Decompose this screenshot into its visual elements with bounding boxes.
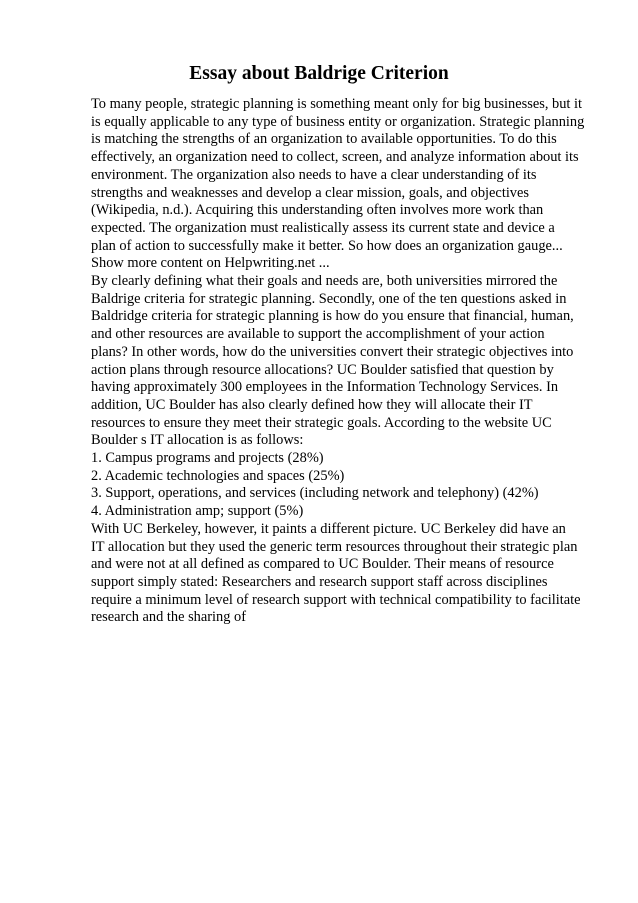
text-line: effectively, an organization need to collect, screen, and analyze information about its — [91, 149, 579, 166]
text-line: (Wikipedia, n.d.). Acquiring this understanding often involves more work than — [91, 202, 544, 219]
list-item: 1. Campus programs and projects (28%) — [91, 450, 324, 467]
list-item: 4. Administration amp; support (5%) — [91, 503, 304, 520]
text-line: and were not at all defined as compared to UC Boulder. Their means of resource — [91, 556, 554, 573]
text-line: plan of action to successfully make it better. So how does an organization gauge... — [91, 237, 563, 254]
list-item: 3. Support, operations, and services (including network and telephony) (42%) — [91, 485, 539, 502]
text-line: environment. The organization also needs to have a clear understanding of its — [91, 166, 537, 183]
text-line: To many people, strategic planning is something meant only for big businesses, but it — [91, 96, 582, 112]
text-line: and other resources are available to support the accomplishment of your action — [91, 326, 545, 343]
text-line: Baldrige criteria for strategic planning. Secondly, one of the ten questions asked in — [91, 290, 567, 307]
text-line: plans? In other words, how do the universities convert their strategic objectives into — [91, 343, 574, 360]
text-line: strengths and weaknesses and develop a clear mission, goals, and objectives — [91, 184, 529, 201]
text-line: is equally applicable to any type of business entity or organization. Strategic planning — [91, 113, 585, 130]
document-title: Essay about Baldrige Criterion — [189, 63, 449, 84]
text-line: is matching the strengths of an organization to available opportunities. To do this — [91, 131, 557, 148]
text-line: require a minimum level of research support with technical compatibility to facilitate — [91, 591, 581, 608]
text-line: Boulder s IT allocation is as follows: — [91, 432, 304, 449]
text-line: support simply stated: Researchers and research support staff across disciplines — [91, 573, 548, 590]
show-more-link[interactable]: Show more content on Helpwriting.net ... — [91, 255, 330, 272]
text-line: resources to ensure they meet their strategic goals. According to the website UC — [91, 414, 552, 431]
list-item: 2. Academic technologies and spaces (25%) — [91, 467, 345, 484]
text-line: addition, UC Boulder has also clearly defined how they will allocate their IT — [91, 396, 533, 413]
text-line: action plans through resource allocations? UC Boulder satisfied that question by — [91, 361, 554, 378]
text-line: research and the sharing of — [91, 609, 247, 626]
text-line: With UC Berkeley, however, it paints a different picture. UC Berkeley did have an — [91, 520, 566, 537]
text-line: IT allocation but they used the generic term resources throughout their strategic plan — [91, 538, 578, 555]
text-line: By clearly defining what their goals and needs are, both universities mirrored the — [91, 273, 558, 290]
document-body — [91, 96, 591, 627]
text-line: having approximately 300 employees in the Information Technology Services. In — [91, 379, 559, 396]
text-line: Baldridge criteria for strategic planning is how do you ensure that financial, human, — [91, 308, 574, 325]
text-line: expected. The organization must realistically assess its current state and device a — [91, 219, 555, 236]
